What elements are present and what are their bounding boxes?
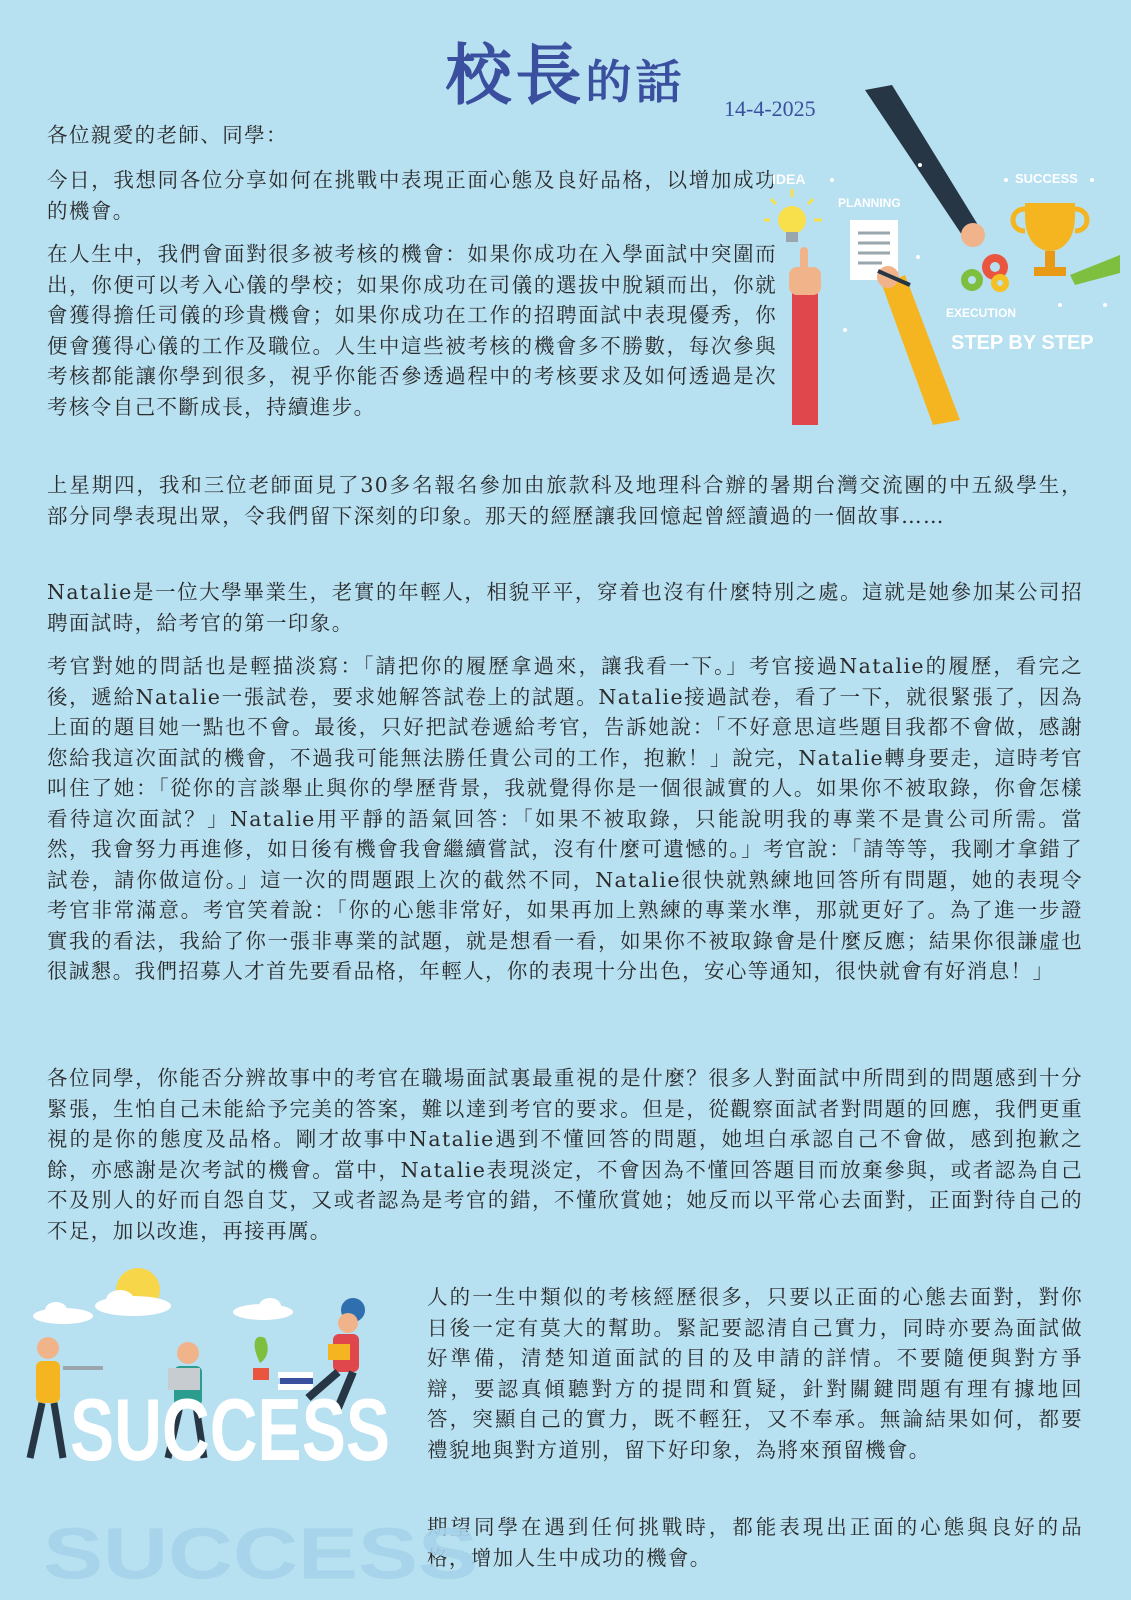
- paragraph-7: 人的一生中類似的考核經歷很多，只要以正面的心態去面對，對你日後一定有莫大的幫助。緊記要認清自己實力，同時亦要為面試做好準備，清楚知道面試的目的及申請的詳情。不要隨便與對方爭辯，要認真傾聽對方的提問和質疑，針對關鍵問題有理有據地回答，突顯自己的實力，既不輕狂，又不奉承。無論結果如何，都要禮貌地與對方道別，留下好印象，為將來預留機會。: [427, 1285, 1083, 1462]
- gears-icon: [961, 254, 1009, 292]
- label-success: SUCCESS: [1015, 171, 1078, 186]
- paragraph-1: 今日，我想同各位分享如何在挑戰中表現正面心態及良好品格，以增加成功的機會。: [47, 168, 777, 223]
- red-sleeve-icon: [792, 290, 818, 425]
- pointing-hand-icon: [789, 267, 821, 295]
- paragraph-5: 考官對她的問話也是輕描淡寫：「請把你的履歷拿過來，讓我看一下。」考官接過Natalie的履歷，看完之後，遞給Natalie一張試卷，要求她解答試卷上的試題。Natalie接過試卷，看了一下，就很緊張了，因為上面的題目她一點也不會。最後，只好把試卷遞給考官，告訴她說：「不好意思這些題目我都不會做，感謝您給我這次面試的機會，不過我可能無法勝任貴公司的工作，抱歉！」說完，Natalie轉身要走，這時考官叫住了她：「從你的言談舉止與你的學歷背景，我就覺得你是一個很誠實的人。如果你不被取錄，你會怎樣看待這次面試？」Natalie用平靜的語氣回答：「如果不被取錄，只能說明我的專業不是貴公司所需。當然，我會努力再進修，如日後有機會我會繼續嘗試，沒有什麼可遺憾的。」考官說：「請等等，我剛才拿錯了試卷，請你做這份。」這一次的問題跟上次的截然不同，Natalie很快就熟練地回答所有問題，她的表現令考官非常滿意。考官笑着說：「你的心態非常好，如果再加上熟練的專業水準，那就更好了。為了進一步證實我的看法，我給了你一張非專業的試題，就是想看一看，如果你不被取錄會是什麼反應；結果你很謙虛也很誠懇。我們招募人才首先要看品格，年輕人，你的表現十分出色，安心等通知，很快就會有好消息！」: [47, 654, 1083, 983]
- paragraph-3: 上星期四，我和三位老師面見了30多名報名參加由旅款科及地理科合辦的暑期台灣交流團的中五級學生，部分同學表現出眾，令我們留下深刻的印象。那天的經歷讓我回憶起曾經讀過的一個故事……: [47, 473, 1083, 528]
- salutation: 各位親愛的老師、同學：: [47, 123, 288, 147]
- step-by-step-illustration: [770, 85, 1120, 435]
- title-suffix: 的話: [585, 55, 686, 109]
- label-step-by-step: STEP BY STEP: [951, 332, 1094, 354]
- success-illustration: [8, 1268, 479, 1598]
- label-planning: PLANNING: [838, 196, 901, 210]
- green-sleeve-icon: [1070, 255, 1120, 285]
- yellow-sleeve-icon: [882, 275, 960, 425]
- paragraph-6: 各位同學，你能否分辨故事中的考官在職場面試裏最重視的是什麼？很多人對面試中所問到的問題感到十分緊張，生怕自己未能給予完美的答案，難以達到考官的要求。但是，從觀察面試者對問題的回應，我們更重視的是你的態度及品格。剛才故事中Natalie遇到不懂回答的問題，她坦白承認自己不會做，感到抱歉之餘，亦感謝是次考試的機會。當中，Natalie表現淡定，不會因為不懂回答題目而放棄參與，或者認為自己不及別人的好而自怨自艾，又或者認為是考官的錯，不懂欣賞她；她反而以平常心去面對，正面對待自己的不足，加以改進，再接再厲。: [47, 1066, 1083, 1243]
- letter-date: 14-4-2025: [724, 96, 816, 121]
- lightbulb-icon: [764, 189, 822, 242]
- hand-icon: [961, 223, 985, 247]
- trophy-icon: [1013, 203, 1087, 276]
- label-idea: IDEA: [772, 171, 806, 187]
- plant-icon: [253, 1337, 269, 1380]
- title-main: 校長: [445, 36, 586, 114]
- paragraph-2: 在人生中，我們會面對很多被考核的機會：如果你成功在入學面試中突圍而出，你便可以考入心儀的學校；如果你成功在司儀的選拔中脫穎而出，你就會獲得擔任司儀的珍貴機會；如果你成功在工作的招聘面試中表現優秀，你便會獲得心儀的工作及職位。人生中這些被考核的機會多不勝數，每次參與考核都能讓你學到很多，視乎你能否參透過程中的考核要求及如何透過是次考核令自己不斷成長，持續進步。: [47, 242, 777, 419]
- paragraph-4: Natalie是一位大學畢業生，老實的年輕人，相貌平平，穿着也沒有什麼特別之處。這就是她參加某公司招聘面試時，給考官的第一印象。: [47, 580, 1083, 635]
- label-execution: EXECUTION: [946, 306, 1017, 320]
- paragraph-8: 期望同學在遇到任何挑戰時，都能表現出正面的心態與良好的品格，增加人生中成功的機會。: [427, 1515, 1083, 1570]
- svg-text:SUCCESS: SUCCESS: [43, 1513, 479, 1595]
- cloud-icon: [33, 1290, 293, 1324]
- dark-sleeve-icon: [865, 85, 978, 235]
- success-word: SUCCESS: [70, 1380, 390, 1479]
